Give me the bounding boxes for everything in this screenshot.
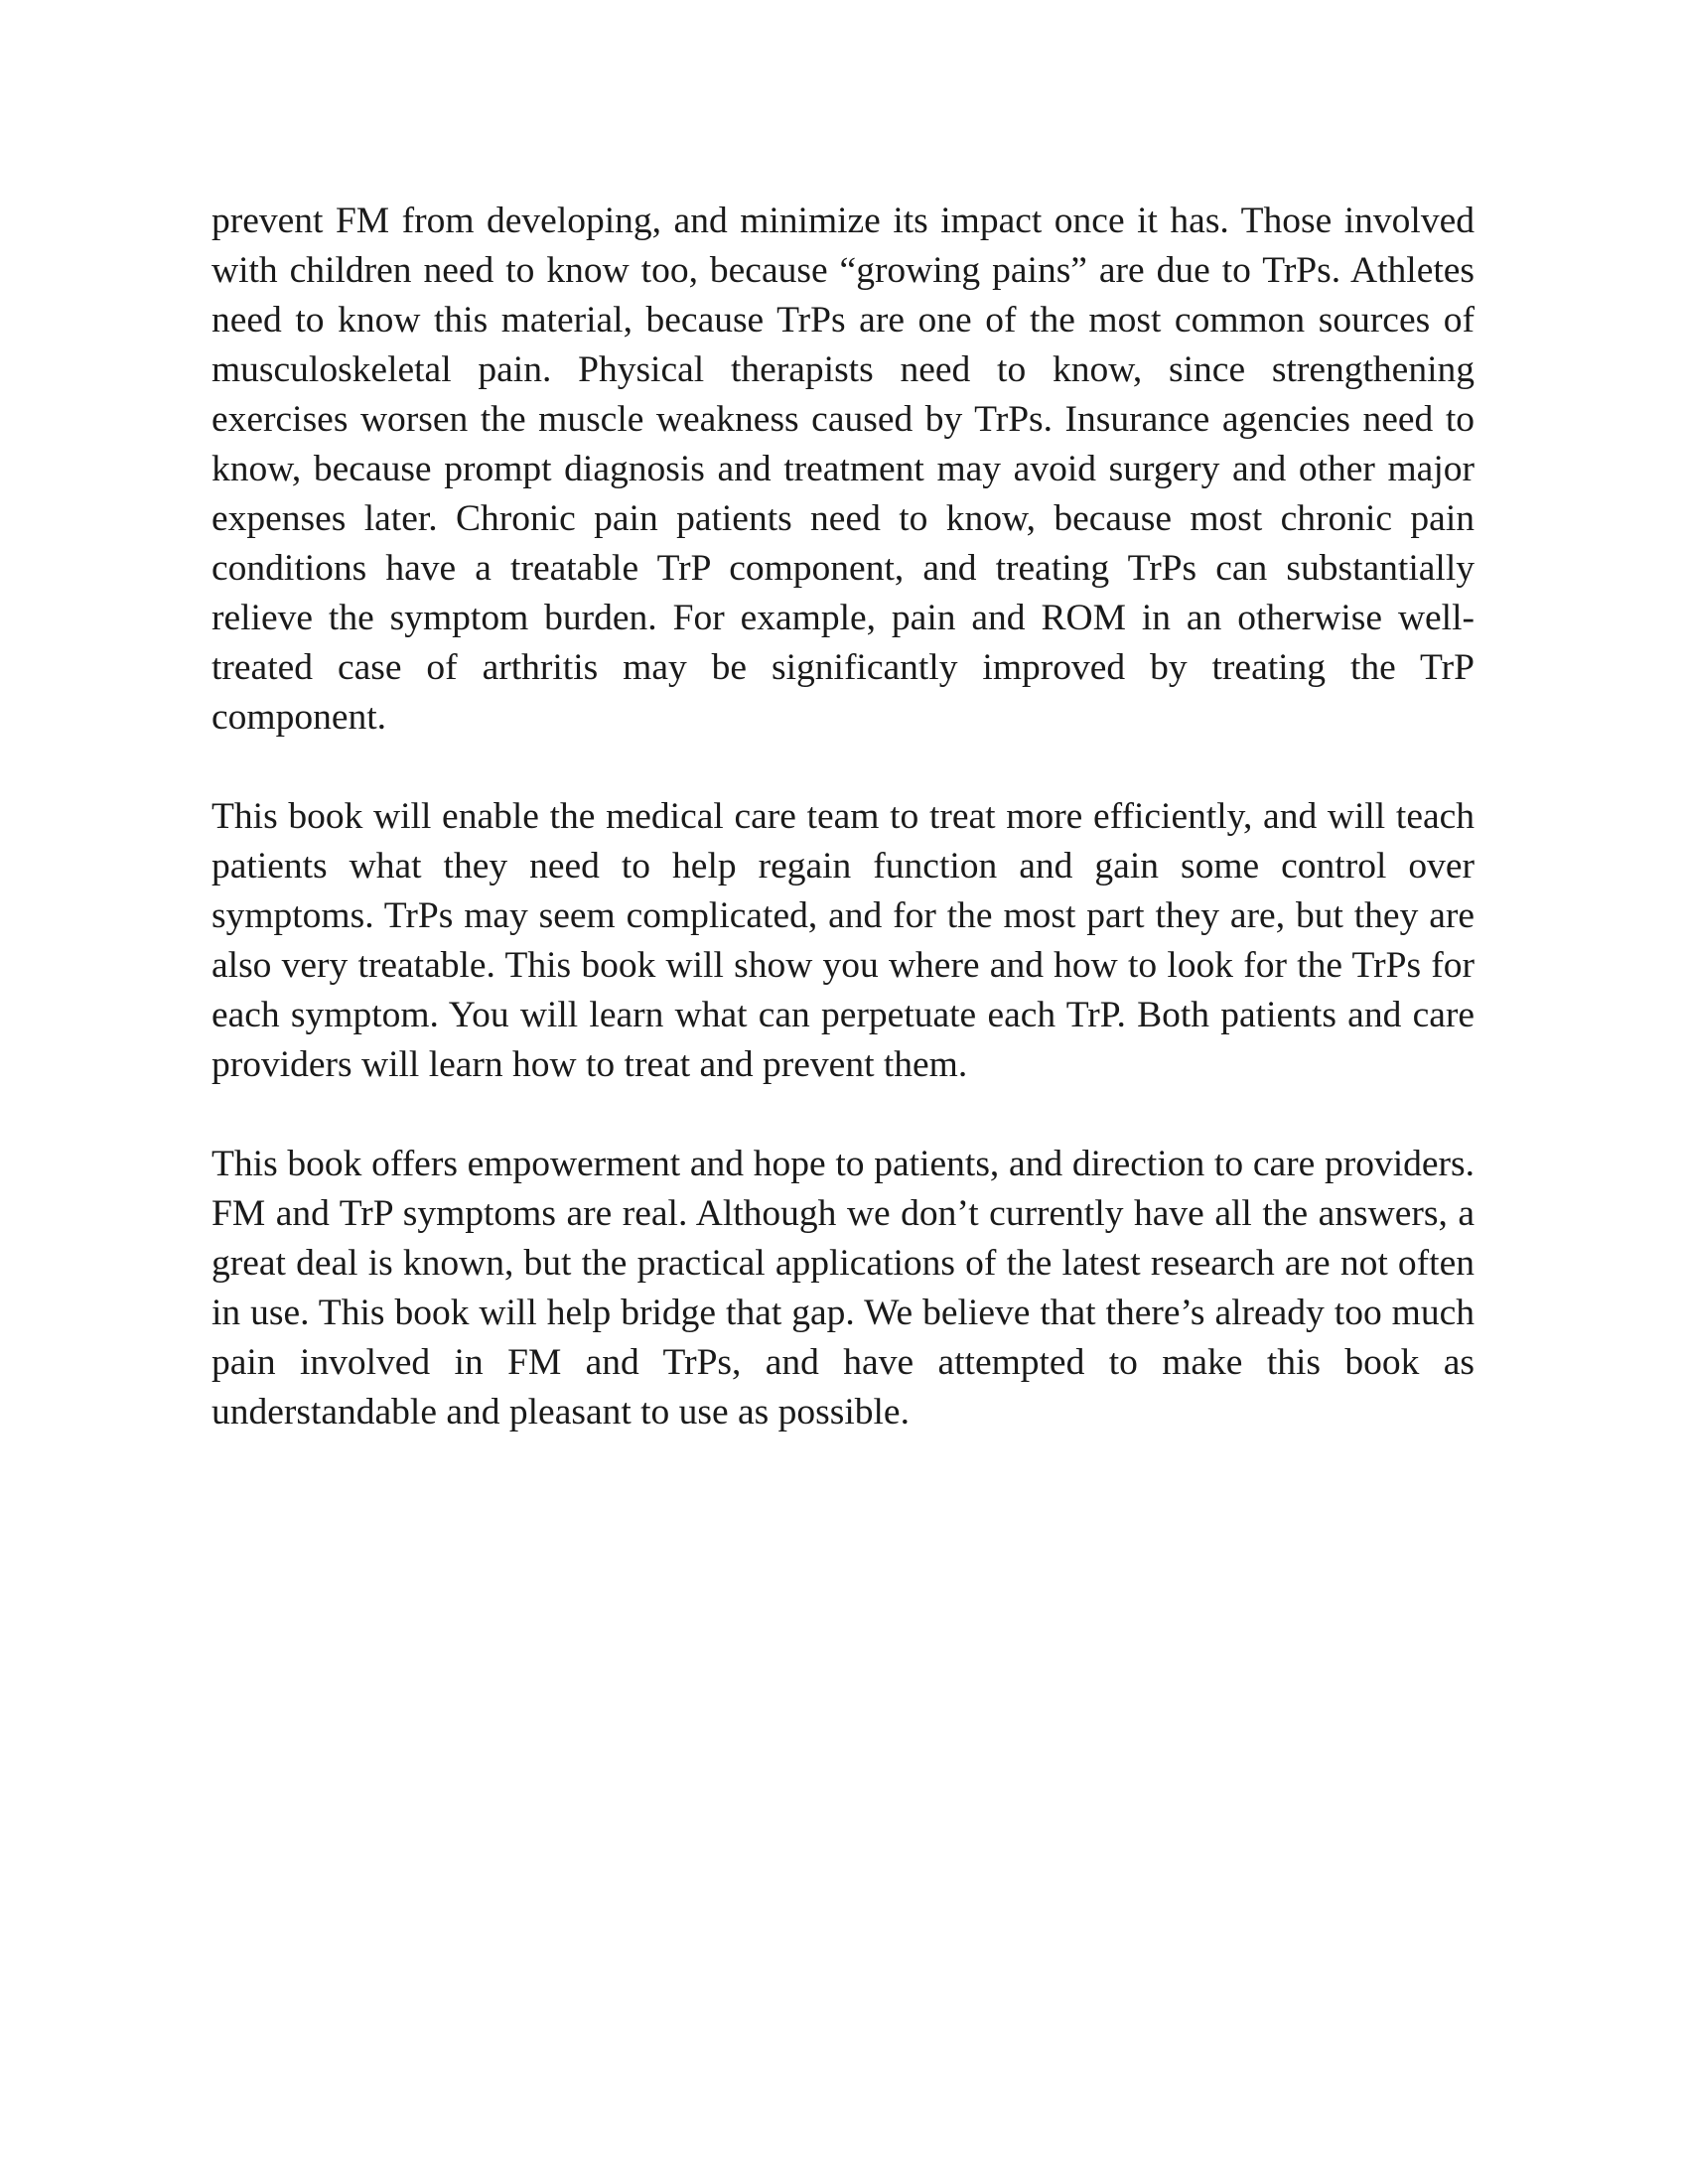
paragraph-1: prevent FM from developing, and minimize its impact once it has. Those involved with children need to know too, because “growing pains” are due to TrPs. Athletes need to know this material, because TrPs are one of the most common sources of musculoskeletal pain. Physical therapists need to know, since strengthening exercises worsen the muscle weakness caused by TrPs. Insurance agencies need to know, because prompt diagnosis and treatment may avoid surgery and other major expenses later. Chronic pain patients need to know, because most chronic pain conditions have a treatable TrP component, and treating TrPs can substantially relieve the symptom burden. For example, pain and ROM in an otherwise well-treated case of arthritis may be significantly improved by treating the TrP component.: [211, 201, 1475, 738]
paragraph-2: This book will enable the medical care team to treat more efficiently, and will teach patients what they need to help regain function and gain some control over symptoms. TrPs may seem complicated, and for the most part they are, but they are also very treatable. This book will show you where and how to look for the TrPs for each symptom. You will learn what can perpetuate each TrP. Both patients and care providers will learn how to treat and prevent them.: [211, 796, 1475, 1085]
paragraph-3: This book offers empowerment and hope to patients, and direction to care providers. FM and TrP symptoms are real. Although we don’t currently have all the answers, a great deal is known, but the practical applications of the latest research are not often in use. This book will help bridge that gap. We believe that there’s already too much pain involved in FM and TrPs, and have attempted to make this book as understandable and pleasant to use as possible.: [211, 1144, 1475, 1433]
body-text: [211, 197, 1475, 1437]
